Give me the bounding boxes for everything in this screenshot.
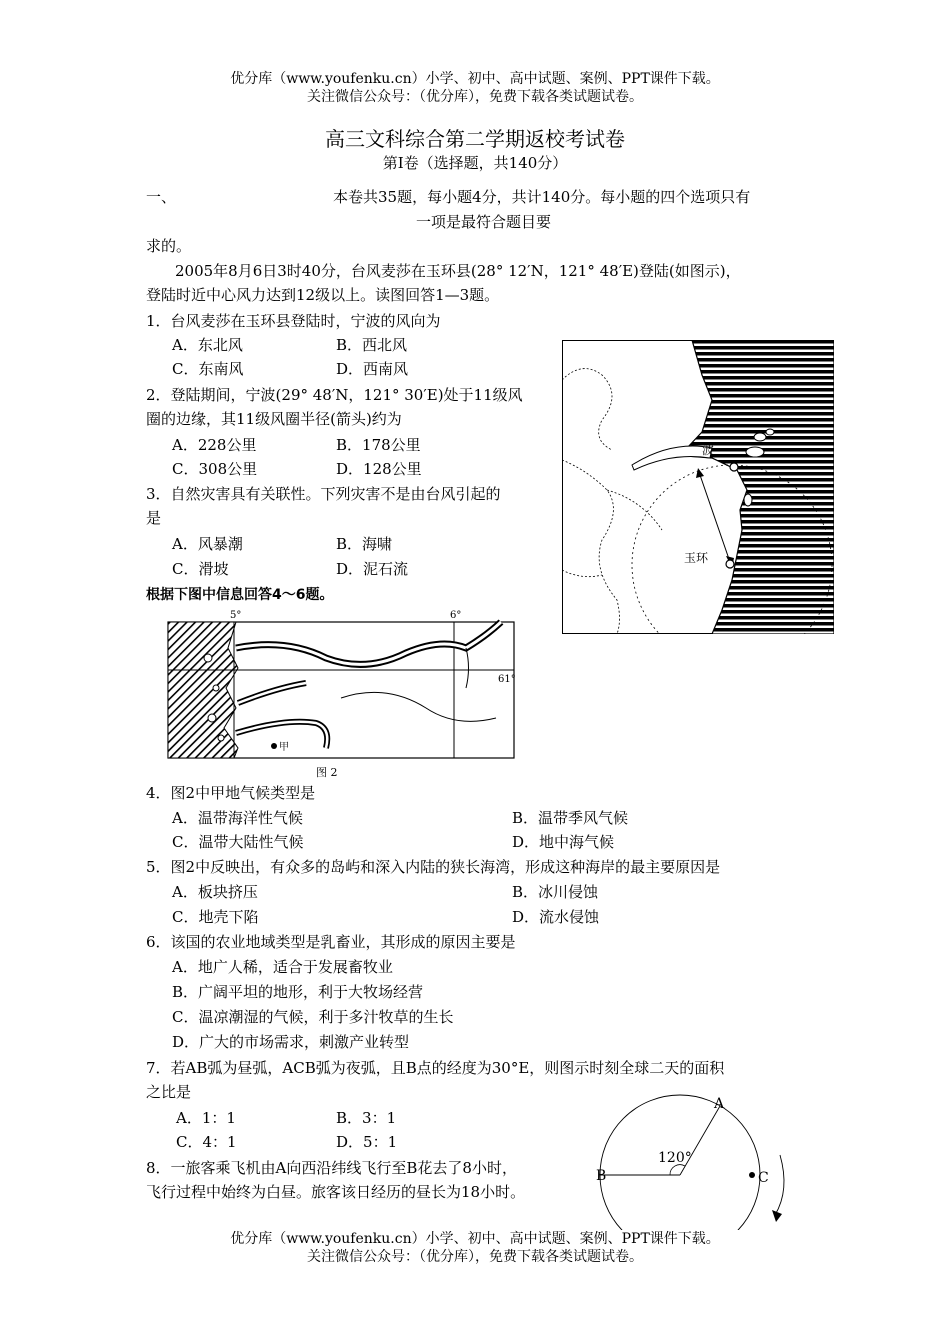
q5-option-b: B．冰川侵蚀 (512, 883, 599, 901)
lat-61-label: 61° (498, 674, 516, 685)
q1-stem: 1．台风麦莎在玉环县登陆时，宁波的风向为 (146, 312, 441, 330)
lon-6-label: 6° (450, 610, 462, 621)
q7-option-a: A．1：1 (176, 1109, 236, 1127)
q3-option-a: A．风暴潮 (172, 535, 243, 553)
q6-stem: 6．该国的农业地域类型是乳畜业，其形成的原因主要是 (146, 933, 516, 951)
q5-option-a: A．板块挤压 (172, 883, 258, 901)
q4-option-a: A．温带海洋性气候 (172, 809, 303, 827)
instruction-4-6: 根据下图中信息回答4～6题。 (146, 587, 334, 603)
q6-option-a: A．地广人稀，适合于发展畜牧业 (172, 958, 393, 976)
q7-stem-1: 7．若AB弧为昼弧，ACB弧为夜弧，且B点的经度为30°E，则图示时刻全球二天的面积 (146, 1059, 725, 1077)
q3-option-c: C．滑坡 (172, 560, 229, 578)
figure-2-caption: 图 2 (316, 766, 338, 779)
q3-option-b: B．海啸 (336, 535, 393, 553)
q5-option-d: D．流水侵蚀 (512, 908, 600, 926)
q8-stem-2: 飞行过程中始终为白昼。旅客该日经历的昼长为18小时。 (146, 1183, 526, 1201)
angle-label: 120° (658, 1150, 692, 1166)
q4-option-d: D．地中海气候 (512, 833, 615, 851)
footer-line-1: 优分库（www.youfenku.cn）小学、初中、高中试题、案例、PPT课件下载。 (230, 1231, 720, 1247)
q5-option-c: C．地壳下陷 (172, 908, 259, 926)
q5-stem: 5．图2中反映出，有众多的岛屿和深入内陆的狭长海湾，形成这种海岸的最主要原因是 (146, 858, 721, 876)
q4-option-b: B．温带季风气候 (512, 809, 629, 827)
section-desc-1: 本卷共35题，每小题4分，共计140分。每小题的四个选项只有 (333, 188, 751, 206)
q7-stem-2: 之比是 (146, 1083, 192, 1101)
point-a-label: A (714, 1096, 725, 1112)
yuhuan-label: 玉环 (684, 551, 709, 565)
typhoon-map (562, 340, 834, 634)
header-line-1: 优分库（www.youfenku.cn）小学、初中、高中试题、案例、PPT课件下载。 (230, 71, 720, 87)
q4-option-c: C．温带大陆性气候 (172, 833, 304, 851)
q7-option-d: D．5：1 (336, 1133, 398, 1151)
intro-line-2: 登陆时近中心风力达到12级以上。读图回答1—3题。 (146, 286, 500, 304)
q2-option-d: D．128公里 (336, 460, 422, 478)
daylight-circle-diagram (590, 1090, 800, 1230)
q8-stem-1: 8．一旅客乘飞机由A向西沿纬线飞行至B花去了8小时， (146, 1159, 517, 1177)
page-title: 高三文科综合第二学期返校考试卷 (325, 127, 625, 151)
point-c-label: C (758, 1170, 769, 1186)
q6-option-c: C．温凉潮湿的气候，利于多汁牧草的生长 (172, 1008, 454, 1026)
q2-option-a: A．228公里 (172, 436, 257, 454)
section-number: 一、 (146, 188, 177, 206)
q2-stem-1: 2．登陆期间，宁波(29° 48′N，121° 30′E)处于11级风 (146, 386, 523, 404)
q6-option-d: D．广大的市场需求，刺激产业转型 (172, 1033, 410, 1051)
intro-line-1: 2005年8月6日3时40分，台风麦莎在玉环县(28° 12′N，121° 48′E)登陆(如图示)， (175, 262, 741, 280)
jia-label: 甲 (279, 742, 289, 753)
page-subtitle: 第Ⅰ卷（选择题，共140分） (382, 154, 568, 172)
section-desc-3: 求的。 (146, 237, 192, 255)
q3-stem-1: 3．自然灾害具有关联性。下列灾害不是由台风引起的 (146, 485, 501, 503)
q2-option-c: C．308公里 (172, 460, 258, 478)
footer-line-2: 关注微信公众号：（优分库），免费下载各类试题试卷。 (307, 1249, 643, 1265)
ningbo-label: 波 (702, 443, 715, 457)
q7-option-c: C．4：1 (176, 1133, 237, 1151)
q2-option-b: B．178公里 (336, 436, 421, 454)
q3-option-d: D．泥石流 (336, 560, 409, 578)
q4-stem: 4．图2中甲地气候类型是 (146, 784, 316, 802)
q2-stem-2: 圈的边缘，其11级风圈半径(箭头)约为 (146, 410, 402, 428)
section-desc-2: 一项是最符合题目要 (416, 213, 552, 231)
q6-option-b: B．广阔平坦的地形，利于大牧场经营 (172, 983, 424, 1001)
q3-stem-2: 是 (146, 509, 162, 527)
q1-option-a: A．东北风 (172, 336, 243, 354)
q1-option-d: D．西南风 (336, 360, 409, 378)
q1-option-b: B．西北风 (336, 336, 408, 354)
lon-5-label: 5° (230, 610, 242, 621)
q1-option-c: C．东南风 (172, 360, 244, 378)
q7-option-b: B．3：1 (336, 1109, 397, 1127)
point-b-label: B (596, 1168, 607, 1184)
fjord-map (166, 608, 518, 782)
header-line-2: 关注微信公众号：（优分库），免费下载各类试题试卷。 (307, 89, 643, 105)
